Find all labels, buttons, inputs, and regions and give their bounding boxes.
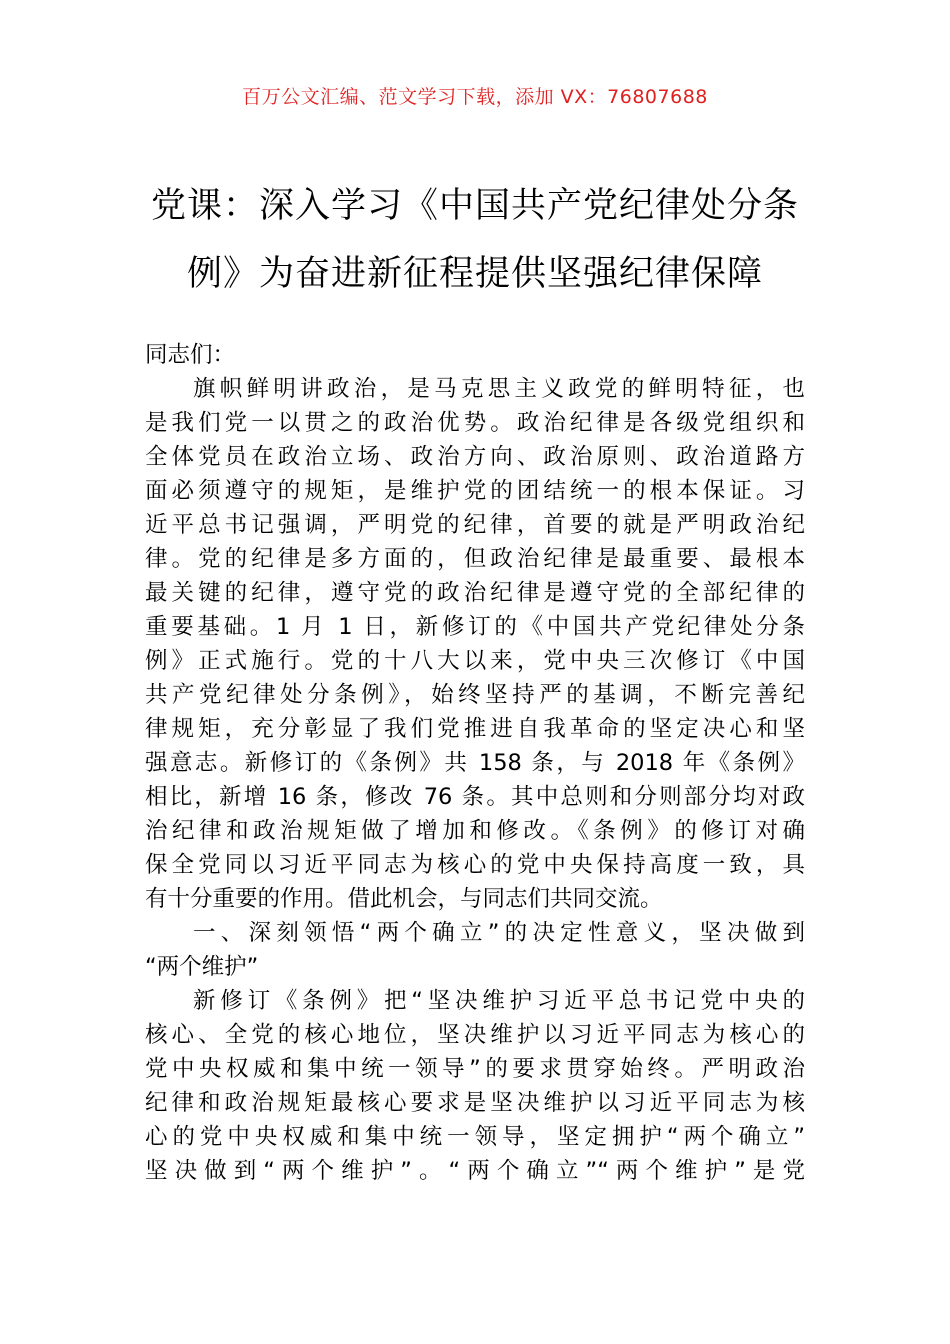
body-text-line: 新修订《条例》把“坚决维护习近平总书记党中央的 — [193, 988, 805, 1014]
body-text-line: 相比，新增 16 条，修改 76 条。其中总则和分则部分均对政 — [145, 784, 805, 810]
body-text-line: 共产党纪律处分条例》，始终坚持严的基调，不断完善纪 — [145, 682, 805, 708]
document-body — [145, 338, 805, 1188]
document-title — [145, 172, 805, 308]
body-text-line: 治纪律和政治规矩做了增加和修改。《条例》的修订对确 — [145, 818, 805, 844]
watermark-header-note: 百万公文汇编、范文学习下载，添加 VX：76807688 — [242, 86, 708, 108]
body-text-line: 面必须遵守的规矩，是维护党的团结统一的根本保证。习 — [145, 478, 805, 504]
body-text-line: 强意志。新修订的《条例》共 158 条，与 2018 年《条例》 — [145, 750, 805, 776]
body-text-line: 律。党的纪律是多方面的，但政治纪律是最重要、最根本 — [145, 546, 805, 572]
body-text-line: 全体党员在政治立场、政治方向、政治原则、政治道路方 — [145, 444, 805, 470]
body-text-line: 心的党中央权威和集中统一领导，坚定拥护“两个确立” — [145, 1124, 805, 1150]
title-line-2: 例》为奋进新征程提供坚强纪律保障 — [186, 254, 763, 294]
body-text-line: “两个维护” — [145, 954, 259, 980]
body-text-line: 坚决做到“两个维护”。“两个确立”“两个维护”是党 — [145, 1158, 805, 1184]
body-text-line: 律规矩，充分彰显了我们党推进自我革命的坚定决心和坚 — [145, 716, 805, 742]
body-text-line: 保全党同以习近平同志为核心的党中央保持高度一致，具 — [145, 852, 805, 878]
body-text-line: 近平总书记强调，严明党的纪律，首要的就是严明政治纪 — [145, 512, 805, 538]
body-text-line: 纪律和政治规矩最核心要求是坚决维护以习近平同志为核 — [145, 1090, 805, 1116]
body-lines — [145, 372, 805, 1188]
body-text-line: 核心、全党的核心地位，坚决维护以习近平同志为核心的 — [145, 1022, 805, 1048]
salutation: 同志们： — [145, 342, 236, 368]
title-line-1: 党课：深入学习《中国共产党纪律处分条 — [150, 186, 799, 226]
body-text-line: 有十分重要的作用。借此机会，与同志们共同交流。 — [145, 886, 663, 912]
body-text-line: 重要基础。1 月 1 日，新修订的《中国共产党纪律处分条 — [145, 614, 805, 640]
body-text-line: 最关键的纪律，遵守党的政治纪律是遵守党的全部纪律的 — [145, 580, 805, 606]
body-text-line: 一、深刻领悟“两个确立”的决定性意义，坚决做到 — [193, 920, 805, 946]
body-text-line: 党中央权威和集中统一领导”的要求贯穿始终。严明政治 — [145, 1056, 805, 1082]
body-text-line: 旗帜鲜明讲政治，是马克思主义政党的鲜明特征，也 — [193, 376, 805, 402]
body-text-line: 例》正式施行。党的十八大以来，党中央三次修订《中国 — [145, 648, 805, 674]
body-text-line: 是我们党一以贯之的政治优势。政治纪律是各级党组织和 — [145, 410, 805, 436]
